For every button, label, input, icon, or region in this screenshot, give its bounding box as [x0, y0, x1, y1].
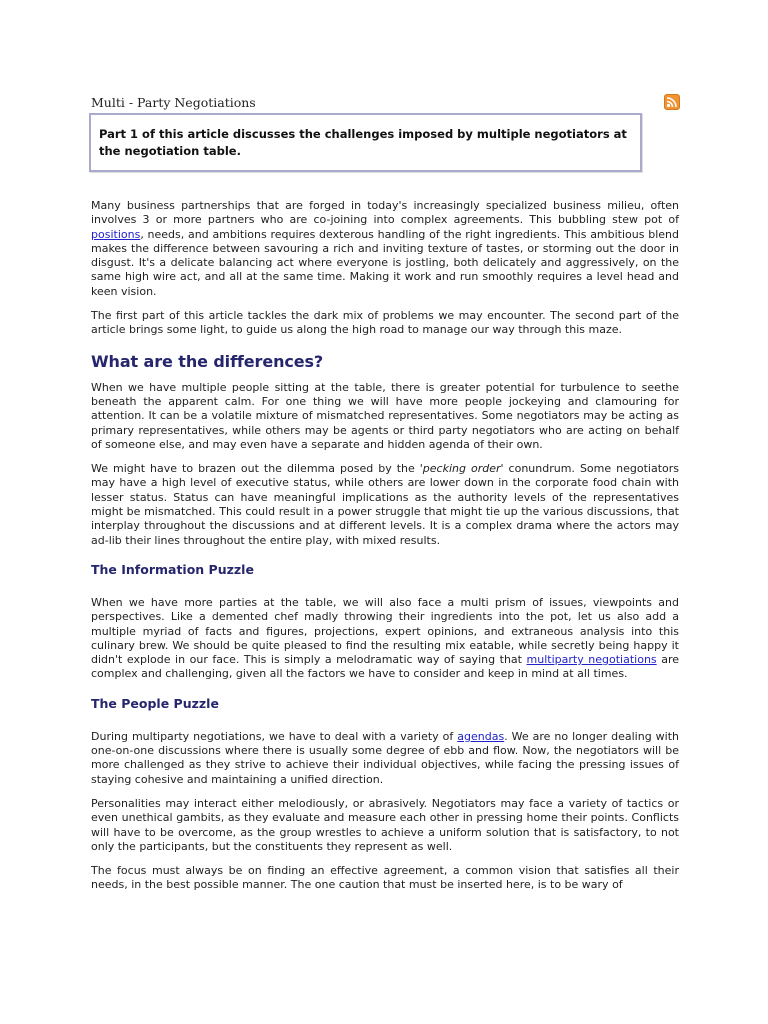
paragraph: Personalities may interact either melodiously, or abrasively. Negotiators may face a variety of tactics or even unethical gambits, as they evaluate and measure each other in pressing home their points. Conflicts will have to be overcome, as the group wrestles to achieve a uniform solution that is satisfactory, to not only the participants, but the constituents they represent as well.	[91, 796, 679, 853]
paragraph: When we have multiple people sitting at the table, there is greater potential for turbulence to seethe beneath the apparent calm. For one thing we will have more people jockeying and clamouring for attention. It can be a volatile mixture of mismatched representatives. Some negotiators may be acting as primary representatives, while others may be agents or third party negotiators who are acting on behalf of someone else, and may even have a separate and hidden agenda of their own.	[91, 380, 679, 451]
text-span: Many business partnerships that are forged in today's increasingly specialized business milieu, often involves 3 or more partners who are co-joining into complex agreements. This bubbling stew pot of	[91, 199, 679, 227]
title-row	[91, 92, 679, 112]
paragraph	[91, 730, 679, 787]
paragraph	[91, 199, 679, 299]
text-span: . We are no longer dealing with one-on-one discussions where there is usually some degree of ebb and flow. Now, the negotiators will be more challenged as they strive to achieve their individual objectives, while facing the pressing issues of staying cohesive and maintaining a unified direction.	[91, 729, 679, 786]
agendas-link[interactable]: agendas	[457, 729, 505, 743]
text-span: During multiparty negotiations, we have to deal with a variety of	[91, 729, 458, 743]
text-span: When we have more parties at the table, we will also face a multi prism of issues, viewpoints and perspectives. Like a demented chef madly throwing their ingredients into the pot, let us also add a multiple myriad of facts and figures, projections, expert opinions, and extraneous analysis into this culinary brew. We should be quite pleased to find the resulting mix eatable, while secretly being happy it didn't explode in our face. This is simply a melodramatic way of saying that	[91, 595, 679, 667]
text-span: We might have to brazen out the dilemma posed by the '	[91, 462, 423, 476]
text-span: , needs, and ambitions requires dexterous handling of the right ingredients. This ambitious blend makes the difference between savouring a rich and inviting texture of tastes, or storming out the door in disgust. It's a delicate balancing act where everyone is jostling, both delicately and aggressively, on the same high wire act, and all at the same time. Making it work and run smoothly requires a level head and keen vision.	[91, 227, 679, 298]
paragraph: The focus must always be on finding an effective agreement, a common vision that satisfies all their needs, in the best possible manner. The one caution that must be inserted here, is to be wary of	[91, 864, 679, 892]
emphasis-text: pecking order	[422, 462, 501, 476]
text-span: are complex and challenging, given all the factors we have to consider and keep in mind at all times.	[91, 653, 680, 681]
section-heading-differences: What are the differences?	[91, 351, 324, 371]
multiparty-negotiations-link[interactable]: multiparty negotiations	[526, 653, 657, 667]
article	[91, 92, 679, 903]
rss-feed-icon[interactable]	[664, 94, 680, 110]
positions-link[interactable]: positions	[91, 227, 141, 241]
article-title: Multi - Party Negotiations	[91, 95, 256, 110]
section-heading-information-puzzle: The Information Puzzle	[91, 561, 254, 577]
section-heading-people-puzzle: The People Puzzle	[91, 695, 219, 711]
intro-summary-box: Part 1 of this article discusses the challenges imposed by multiple negotiators at the negotiation table.	[89, 113, 642, 172]
paragraph	[91, 462, 679, 548]
paragraph	[91, 596, 679, 682]
paragraph: The first part of this article tackles the dark mix of problems we may encounter. The second part of the article brings some light, to guide us along the high road to manage our way through this maze.	[91, 309, 679, 337]
text-span: ' conundrum. Some negotiators may have a high level of executive status, while others are lower down in the corporate food chain with lesser status. Status can have meaningful implications as the authority levels of the representatives might be mismatched. This could result in a power struggle that might tie up the various discussions, that interplay throughout the discussions and at different levels. It is a complex drama where the actors may ad-lib their lines throughout the entire play, with mixed results.	[91, 462, 680, 547]
